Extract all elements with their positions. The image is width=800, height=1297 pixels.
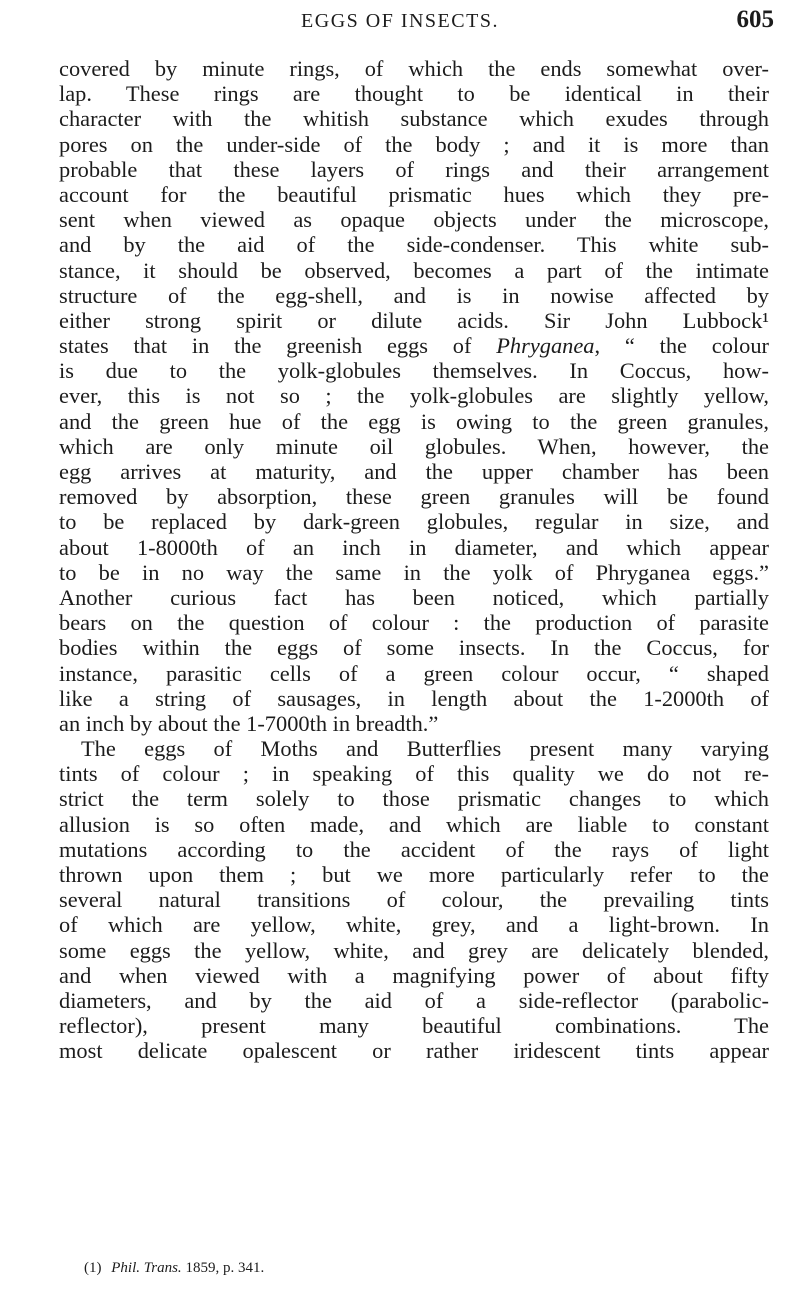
text-line: thrown upon them ; but we more particularly refer to the — [59, 862, 769, 887]
text-line: like a string of sausages, in length about the 1-2000th of — [59, 685, 769, 711]
text-line: most delicate opalescent or rather iridescent tints appear — [59, 1038, 769, 1064]
text-line: strict the term solely to those prismatic changes to which — [59, 786, 769, 812]
text-line: egg arrives at maturity, and the upper chamber has been — [59, 459, 769, 484]
text-line: to be in no way the same in the yolk of Phryganea eggs.” — [59, 559, 769, 585]
text-line: covered by minute rings, of which the ends somewhat over- — [59, 56, 769, 81]
text-line: allusion is so often made, and which are liable to constant — [59, 811, 769, 837]
text-line: structure of the egg-shell, and is in nowise affected by — [59, 282, 769, 308]
text-line: reflector), present many beautiful combinations. The — [59, 1013, 769, 1039]
text-line: tints of colour ; in speaking of this quality we do not re- — [59, 761, 769, 787]
page-number: 605 — [736, 6, 774, 33]
text-line: instance, parasitic cells of a green colour occur, “ shaped — [59, 660, 769, 686]
text-line: and when viewed with a magnifying power of about fifty — [59, 962, 769, 988]
text-line: character with the whitish substance which exudes through — [59, 106, 769, 132]
text-line: bears on the question of colour : the production of parasite — [59, 610, 769, 636]
text-line: several natural transitions of colour, the prevailing tints — [59, 887, 769, 913]
text-line: probable that these layers of rings and their arrangement — [59, 156, 769, 182]
footnote-details: 1859, p. 341. — [185, 1260, 265, 1276]
text-line: stance, it should be observed, becomes a part of the intimate — [59, 257, 769, 283]
text-line: Another curious fact has been noticed, which partially — [59, 584, 769, 610]
running-title: EGGS OF INSECTS. — [301, 10, 499, 32]
footnote-marker: (1) — [84, 1260, 102, 1276]
text-line: pores on the under-side of the body ; and it is more than — [59, 131, 769, 157]
text-line: of which are yellow, white, grey, and a light-brown. In — [59, 912, 769, 938]
text-line: mutations according to the accident of the rays of light — [59, 836, 769, 862]
text-line: is due to the yolk-globules themselves. In Coccus, how- — [59, 358, 769, 384]
text-line: removed by absorption, these green granules will be found — [59, 484, 769, 510]
text-line: states that in the greenish eggs of Phryganea, “ the colour — [59, 333, 769, 359]
footnote — [84, 1260, 264, 1277]
text-line: to be replaced by dark-green globules, regular in size, and — [59, 509, 769, 535]
text-line: either strong spirit or dilute acids. Sir John Lubbock¹ — [59, 307, 769, 333]
text-line: diameters, and by the aid of a side-reflector (parabolic- — [59, 987, 769, 1013]
text-line: some eggs the yellow, white, and grey are delicately blended, — [59, 937, 769, 963]
text-line: sent when viewed as opaque objects under the microscope, — [59, 207, 769, 233]
text-line: an inch by about the 1-7000th in breadth.” — [59, 710, 439, 736]
text-line: about 1-8000th of an inch in diameter, and which appear — [59, 534, 769, 560]
footnote-citation: Phil. Trans. — [111, 1260, 182, 1276]
text-line: and by the aid of the side-condenser. This white sub- — [59, 232, 769, 258]
text-line: account for the beautiful prismatic hues which they pre- — [59, 181, 769, 207]
text-line: lap. These rings are thought to be identical in their — [59, 81, 769, 107]
text-line: The eggs of Moths and Butterflies present many varying — [81, 736, 769, 762]
running-head — [0, 4, 800, 40]
text-line: and the green hue of the egg is owing to the green granules, — [59, 408, 769, 434]
text-line: bodies within the eggs of some insects. In the Coccus, for — [59, 635, 769, 661]
text-line: ever, this is not so ; the yolk-globules are slightly yellow, — [59, 383, 769, 409]
text-line: which are only minute oil globules. When, however, the — [59, 433, 769, 459]
body-text — [59, 56, 769, 1064]
